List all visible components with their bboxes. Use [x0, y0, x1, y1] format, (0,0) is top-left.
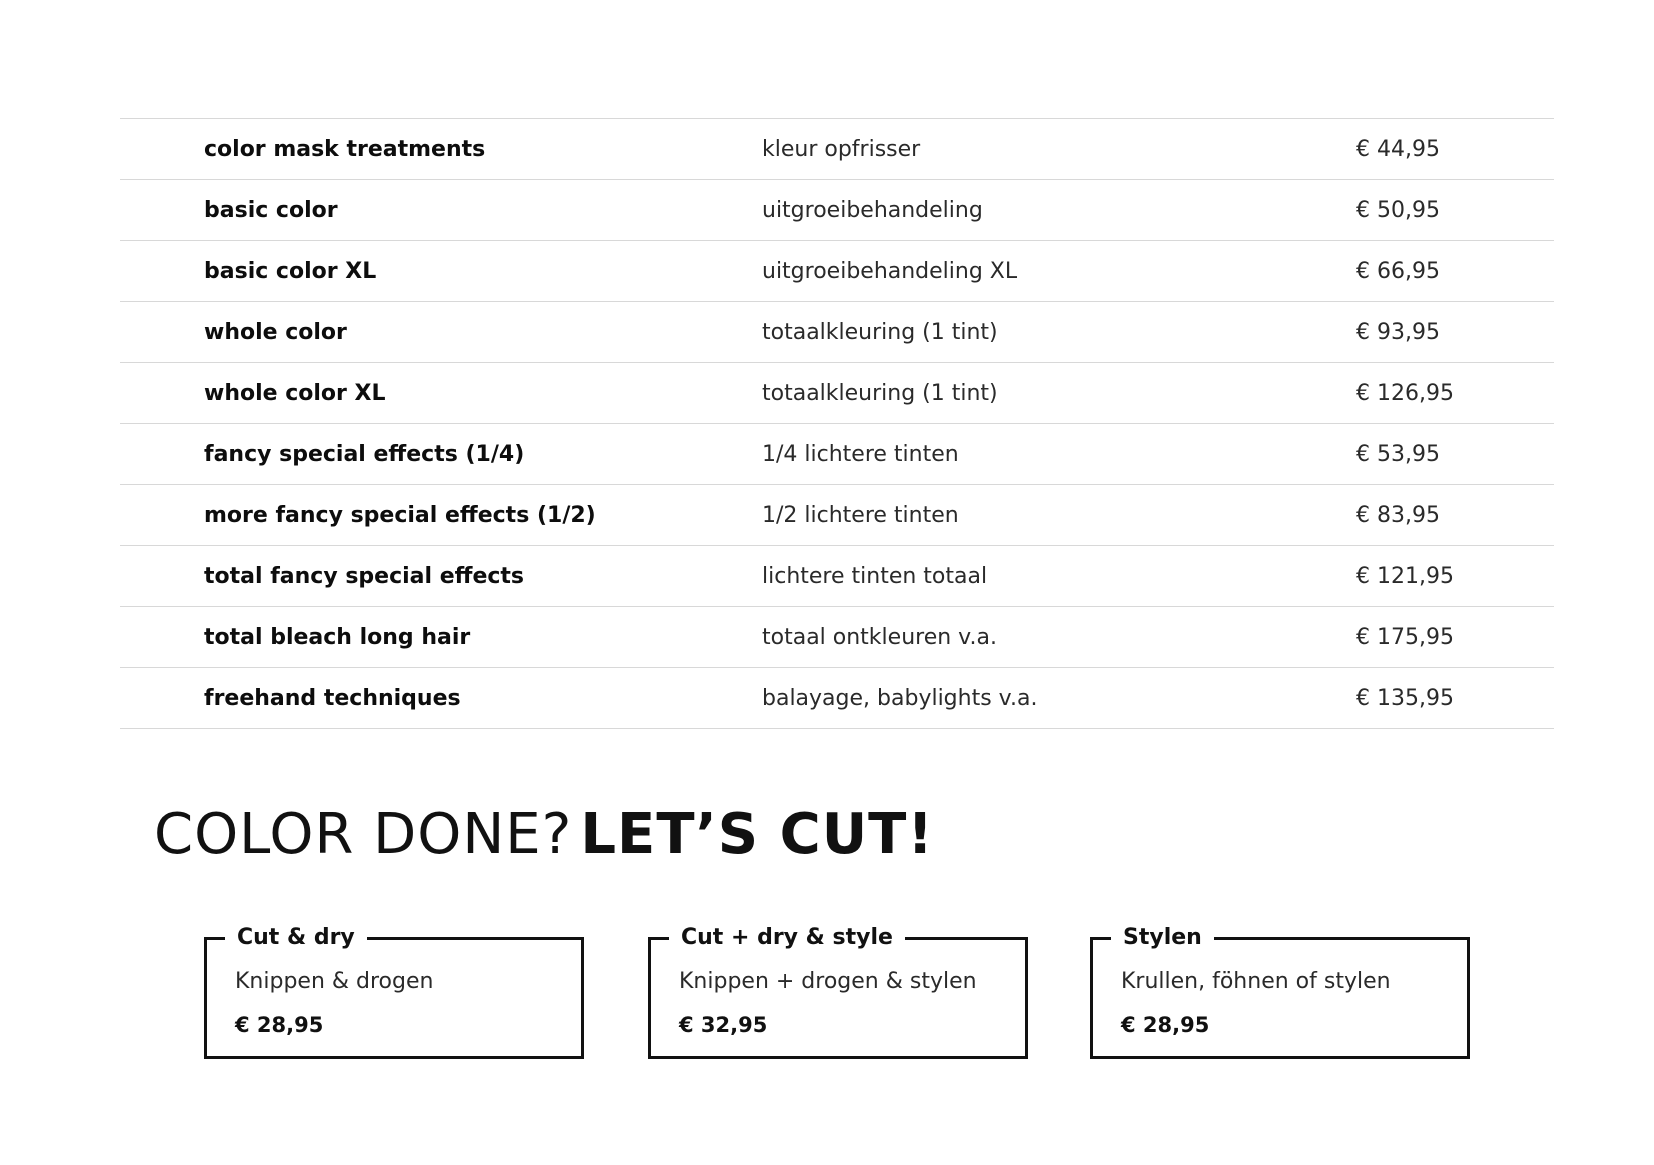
price-table — [120, 118, 1554, 729]
service-name: basic color XL — [204, 259, 377, 284]
service-card-cut-dry-style — [648, 925, 1028, 1059]
service-description: 1/2 lichtere tinten — [762, 503, 959, 528]
card-price: € 28,95 — [235, 1013, 324, 1037]
service-price: € 53,95 — [1356, 442, 1440, 467]
service-card-stylen — [1090, 925, 1470, 1059]
price-row-total-bleach-long-hair — [120, 607, 1554, 668]
price-row-basic-color — [120, 180, 1554, 241]
service-price: € 93,95 — [1356, 320, 1440, 345]
service-name: basic color — [204, 198, 338, 223]
price-row-fancy-special-effects — [120, 424, 1554, 485]
card-title: Cut + dry & style — [669, 924, 905, 952]
service-description: totaalkleuring (1 tint) — [762, 320, 998, 345]
service-name: whole color XL — [204, 381, 386, 406]
card-title: Cut & dry — [225, 924, 367, 952]
price-row-whole-color-xl — [120, 363, 1554, 424]
service-name: color mask treatments — [204, 137, 486, 162]
card-price: € 32,95 — [679, 1013, 768, 1037]
service-price: € 44,95 — [1356, 137, 1440, 162]
service-description: totaal ontkleuren v.a. — [762, 625, 997, 650]
service-name: freehand techniques — [204, 686, 461, 711]
heading-bold-text: LET’S CUT! — [580, 802, 934, 867]
price-row-whole-color — [120, 302, 1554, 363]
card-description: Knippen + drogen & stylen — [679, 969, 977, 994]
service-price: € 175,95 — [1356, 625, 1454, 650]
service-price: € 126,95 — [1356, 381, 1454, 406]
price-row-more-fancy-special-effects — [120, 485, 1554, 546]
service-price: € 121,95 — [1356, 564, 1454, 589]
service-description: uitgroeibehandeling — [762, 198, 983, 223]
service-name: whole color — [204, 320, 347, 345]
card-description: Knippen & drogen — [235, 969, 434, 994]
service-description: totaalkleuring (1 tint) — [762, 381, 998, 406]
service-name: total bleach long hair — [204, 625, 471, 650]
service-price: € 83,95 — [1356, 503, 1440, 528]
service-price: € 135,95 — [1356, 686, 1454, 711]
price-row-color-mask-treatments — [120, 119, 1554, 180]
service-card-cut-dry — [204, 925, 584, 1059]
price-row-freehand-techniques — [120, 668, 1554, 729]
card-description: Krullen, föhnen of stylen — [1121, 969, 1391, 994]
service-description: uitgroeibehandeling XL — [762, 259, 1018, 284]
price-row-basic-color-xl — [120, 241, 1554, 302]
service-description: balayage, babylights v.a. — [762, 686, 1038, 711]
service-description: 1/4 lichtere tinten — [762, 442, 959, 467]
heading-light-text: COLOR DONE? — [154, 802, 573, 867]
price-row-total-fancy-special-effects — [120, 546, 1554, 607]
service-description: lichtere tinten totaal — [762, 564, 988, 589]
cut-section-heading — [154, 800, 934, 870]
service-name: total fancy special effects — [204, 564, 525, 589]
service-price: € 66,95 — [1356, 259, 1440, 284]
card-price: € 28,95 — [1121, 1013, 1210, 1037]
service-name: more fancy special effects (1/2) — [204, 503, 596, 528]
service-price: € 50,95 — [1356, 198, 1440, 223]
service-name: fancy special effects (1/4) — [204, 442, 525, 467]
service-description: kleur opfrisser — [762, 137, 921, 162]
card-title: Stylen — [1111, 924, 1214, 952]
